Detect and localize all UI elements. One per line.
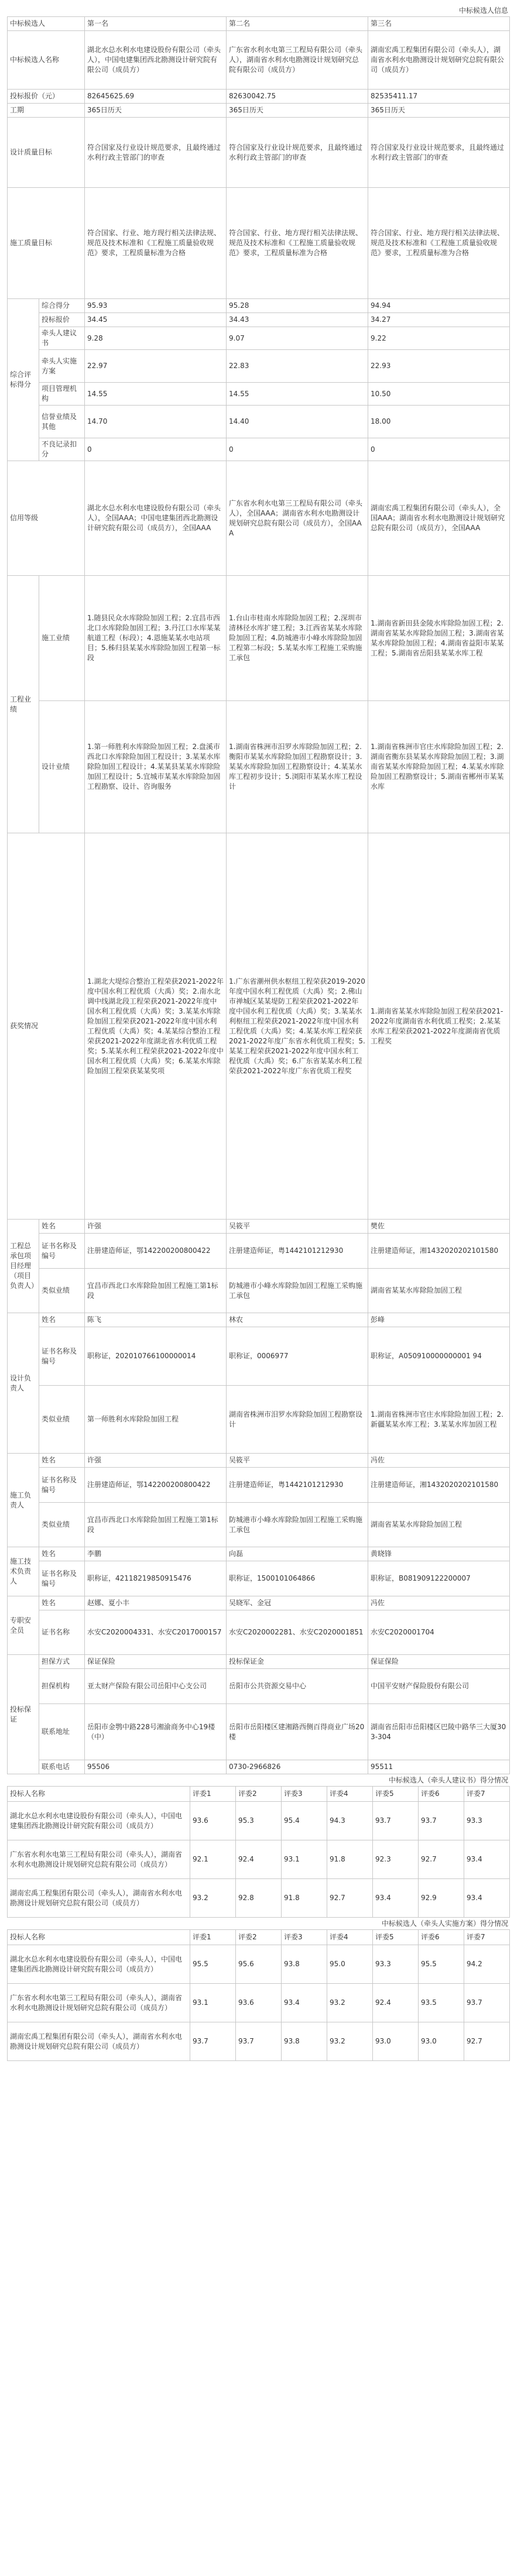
table-cell: 赵娜、夏小丰 [85, 1596, 227, 1610]
table-cell: 职称证，0006977 [227, 1327, 368, 1386]
table-row [8, 1879, 510, 1918]
table-cell: 冯佐 [368, 1596, 510, 1610]
table-cell: 82535411.17 [368, 90, 510, 104]
table-row [8, 1984, 510, 2022]
header-cell: 评委5 [373, 1787, 419, 1802]
table-cell: 14.40 [227, 406, 368, 438]
row-label: 中标候选人名称 [8, 31, 85, 90]
row-label: 联系地址 [39, 1704, 85, 1760]
table-cell: 许强 [85, 1454, 227, 1468]
table-cell: 1.湖南省新田县金陵水库除险加固工程；2.湖南省某某水库除险加固工程；3.湖南省某某水库除险加固工程；4.湖南省益阳市某某工程；5.湖南省岳阳县某某水库工程 [368, 576, 510, 701]
table-cell: 许强 [85, 1220, 227, 1234]
table-cell: 职称证，A050910000000001 94 [368, 1327, 510, 1386]
table-row [8, 1454, 510, 1468]
table-cell: 第一师胜利水库除险加固工程 [85, 1386, 227, 1454]
score-cell: 93.3 [464, 1802, 510, 1840]
row-label: 获奖情况 [8, 833, 85, 1220]
table-cell: 保证保险 [85, 1655, 227, 1669]
table-row [8, 1468, 510, 1503]
table-row [8, 17, 510, 31]
table-cell: 吴筱平 [227, 1220, 368, 1234]
row-label: 牵头人实施方案 [39, 350, 85, 383]
table-row [8, 1269, 510, 1313]
score-cell: 93.2 [327, 1984, 373, 2022]
score-cell: 93.0 [419, 2022, 464, 2061]
score-cell: 95.6 [236, 1945, 282, 1984]
header-cell: 评委7 [464, 1787, 510, 1802]
row-label: 牵头人建议书 [39, 327, 85, 350]
row-label: 联系电话 [39, 1760, 85, 1774]
score-cell: 95.5 [190, 1945, 236, 1984]
header-cell: 评委3 [282, 1787, 327, 1802]
header-cell: 评委1 [190, 1930, 236, 1945]
section-title-candidates: 中标候选人信息 [458, 6, 508, 15]
table-cell: 中国平安财产保险股份有限公司 [368, 1669, 510, 1704]
score-cell: 91.8 [282, 1879, 327, 1918]
table-cell: 82630042.75 [227, 90, 368, 104]
table-cell: 湖南宏禹工程集团有限公司（牵头人），湖南省水利水电勘测设计规划研究总院有限公司（成员方） [368, 31, 510, 90]
header-cell: 评委5 [373, 1930, 419, 1945]
score-cell: 93.2 [327, 2022, 373, 2061]
bidder-name: 湖南宏禹工程集团有限公司（牵头人），湖南省水利水电勘测设计规划研究总院有限公司（成员方） [8, 1879, 190, 1918]
score-cell: 93.0 [373, 2022, 419, 2061]
table-cell: 职称证，B081909122200007 [368, 1561, 510, 1596]
table-cell: 黄晓锋 [368, 1547, 510, 1561]
table-row [8, 461, 510, 576]
table-cell: 9.28 [85, 327, 227, 350]
header-cell: 评委2 [236, 1930, 282, 1945]
table-cell: 0730-2966826 [227, 1760, 368, 1774]
table-row [8, 118, 510, 188]
table-row [8, 1610, 510, 1655]
table-cell: 注册建造师证，湘1432020202101580 [368, 1234, 510, 1269]
table-cell: 0 [85, 438, 227, 461]
header-cell: 评委2 [236, 1787, 282, 1802]
score-cell: 92.3 [373, 1840, 419, 1879]
table-row [8, 833, 510, 1220]
table-row [8, 406, 510, 438]
plan-score-table [7, 1929, 510, 2061]
score-cell: 92.4 [236, 1840, 282, 1879]
score-cell: 93.3 [373, 1945, 419, 1984]
score-cell: 93.8 [282, 2022, 327, 2061]
score-cell: 92.7 [419, 1840, 464, 1879]
row-label: 设计业绩 [39, 701, 85, 833]
table-cell: 9.07 [227, 327, 368, 350]
row-label: 工期 [8, 104, 85, 118]
table-cell: 宜昌市西北口水库除险加固工程施工第1标段 [85, 1269, 227, 1313]
score-cell: 95.4 [282, 1802, 327, 1840]
table-cell: 广东省水利水电第三工程局有限公司（牵头人），全国AAA；湖南省水利水电勘测设计规划研究总院有限公司（成员方），全国AAA [227, 461, 368, 576]
row-label: 担保方式 [39, 1655, 85, 1669]
table-row [8, 1561, 510, 1596]
table-cell: 水安C2020001704 [368, 1610, 510, 1655]
score-cell: 94.3 [327, 1802, 373, 1840]
row-label: 项目管理机构 [39, 383, 85, 406]
table-row [8, 1503, 510, 1547]
table-row [8, 1930, 510, 1945]
table-cell: 湖南省株洲市汨罗水库除险加固工程勘察设计 [227, 1386, 368, 1454]
header-cell: 评委1 [190, 1787, 236, 1802]
table-cell: 向磊 [227, 1547, 368, 1561]
header-cell: 投标人名称 [8, 1930, 190, 1945]
table-cell: 湖南省岳阳市岳阳楼区巴陵中路华三大厦303-304 [368, 1704, 510, 1760]
table-cell: 保证保险 [368, 1655, 510, 1669]
header-cell: 第二名 [227, 17, 368, 31]
score-cell: 92.9 [419, 1879, 464, 1918]
table-cell: 符合国家及行业设计规范要求，且最终通过水利行政主管部门的审查 [85, 118, 227, 188]
header-cell: 评委6 [419, 1787, 464, 1802]
table-cell: 李鹏 [85, 1547, 227, 1561]
table-cell: 符合国家、行业、地方现行相关法律法规、规范及技术标准和《工程施工质量验收规范》要求，工程质量标准为合格 [85, 188, 227, 299]
score-cell: 93.4 [464, 1879, 510, 1918]
table-row [8, 31, 510, 90]
score-cell: 93.6 [236, 1984, 282, 2022]
table-cell: 冯佐 [368, 1454, 510, 1468]
row-label: 姓名 [39, 1454, 85, 1468]
score-cell: 93.4 [464, 1840, 510, 1879]
row-label: 证书名称及编号 [39, 1234, 85, 1269]
table-row [8, 1327, 510, 1386]
group-label: 施工技术负责人 [8, 1547, 39, 1596]
table-cell: 1.湖南省株洲市官庄水库除险加固工程；2.湖南省衡东县某某水库除险加固工程；3.湖南省某某水库除险加固工程；4.某某水库除险加固工程勘察设计；5.湖南省郴州市某某水库 [368, 701, 510, 833]
score-cell: 95.3 [236, 1802, 282, 1840]
score-cell: 93.7 [419, 1802, 464, 1840]
table-cell: 湖南省某某水库除险加固工程 [368, 1503, 510, 1547]
row-label: 设计质量目标 [8, 118, 85, 188]
table-cell: 陈飞 [85, 1313, 227, 1327]
table-cell: 14.55 [227, 383, 368, 406]
score-cell: 93.7 [464, 1984, 510, 2022]
table-cell: 14.70 [85, 406, 227, 438]
score-cell: 93.4 [282, 1984, 327, 2022]
row-label: 信誉业绩及其他 [39, 406, 85, 438]
header-cell: 评委6 [419, 1930, 464, 1945]
table-cell: 彭峰 [368, 1313, 510, 1327]
bidder-name: 湖南宏禹工程集团有限公司（牵头人），湖南省水利水电勘测设计规划研究总院有限公司（成员方） [8, 2022, 190, 2061]
table-row [8, 1386, 510, 1454]
score-cell: 92.4 [373, 1984, 419, 2022]
row-label: 投标报价（元） [8, 90, 85, 104]
table-cell: 34.27 [368, 313, 510, 327]
table-cell: 吴筱平 [227, 1454, 368, 1468]
table-row [8, 383, 510, 406]
row-label: 类似业绩 [39, 1269, 85, 1313]
table-cell: 林农 [227, 1313, 368, 1327]
header-cell: 第三名 [368, 17, 510, 31]
table-cell: 岳阳市岳阳楼区建湘路西侧百得商业广场20楼 [227, 1704, 368, 1760]
table-cell: 1.湖南省株洲市官庄水库除险加固工程；2.新疆某某水库工程；3.某某水库加固工程 [368, 1386, 510, 1454]
table-cell: 365日历天 [368, 104, 510, 118]
row-label: 证书名称及编号 [39, 1327, 85, 1386]
header-cell: 投标人名称 [8, 1787, 190, 1802]
header-cell: 评委7 [464, 1930, 510, 1945]
score-cell: 93.5 [419, 1984, 464, 2022]
score-cell: 93.6 [190, 1802, 236, 1840]
table-cell: 职称证，1500101064866 [227, 1561, 368, 1596]
table-row [8, 1840, 510, 1879]
table-cell: 94.94 [368, 299, 510, 313]
row-label: 证书名称及编号 [39, 1561, 85, 1596]
table-cell: 1.随县民众水库除险加固工程；2.宜昌市西北口水库除险加固工程；3.丹江口水库某某航道工程（标段）；4.恩施某某水电站项目；5.秭归县某某水库除险加固工程第一标段 [85, 576, 227, 701]
table-row [8, 1760, 510, 1774]
header-cell: 中标候选人 [8, 17, 85, 31]
table-cell: 34.43 [227, 313, 368, 327]
proposal-score-table [7, 1786, 510, 1918]
table-cell: 1.广东省潮州供水枢纽工程荣获2019-2020年度中国水利工程优质（大禹）奖；2.佛山市禅城区某某堤防工程荣获2021-2022年度中国水利工程优质（大禹）奖；3.某某水利枢纽工程荣获2021-2022年度中国水利工程优质（大禹）奖；4.某某水库工程荣获2021-2022年度广东省水利优质工程奖；5.某某工程荣获2021-2022年度中国水利工程优质（大禹）奖；6.广东省某某水利工程荣获2021-2022年度广东省优质工程奖 [227, 833, 368, 1220]
row-label: 姓名 [39, 1313, 85, 1327]
table-row [8, 576, 510, 701]
score-cell: 93.7 [236, 2022, 282, 2061]
row-label: 姓名 [39, 1220, 85, 1234]
table-row [8, 1547, 510, 1561]
table-cell: 职称证，42118219850915476 [85, 1561, 227, 1596]
bidder-name: 广东省水利水电第三工程局有限公司（牵头人），湖南省水利水电勘测设计规划研究总院有限公司（成员方） [8, 1984, 190, 2022]
bidder-name: 广东省水利水电第三工程局有限公司（牵头人），湖南省水利水电勘测设计规划研究总院有限公司（成员方） [8, 1840, 190, 1879]
table-cell: 湖南省某某水库除险加固工程 [368, 1269, 510, 1313]
score-cell: 93.8 [282, 1945, 327, 1984]
table-row [8, 1669, 510, 1704]
table-cell: 365日历天 [85, 104, 227, 118]
table-cell: 22.83 [227, 350, 368, 383]
score-cell: 93.1 [190, 1984, 236, 2022]
table-cell: 注册建造师证，粤1442101212930 [227, 1234, 368, 1269]
table-row [8, 1655, 510, 1669]
score-cell: 93.4 [373, 1879, 419, 1918]
row-label: 姓名 [39, 1596, 85, 1610]
group-label: 综合评标得分 [8, 299, 39, 461]
row-label: 证书名称及编号 [39, 1468, 85, 1503]
table-row [8, 1802, 510, 1840]
table-cell: 投标保证金 [227, 1655, 368, 1669]
table-cell: 符合国家、行业、地方现行相关法律法规、规范及技术标准和《工程施工质量验收规范》要求，工程质量标准为合格 [227, 188, 368, 299]
table-cell: 95.28 [227, 299, 368, 313]
header-cell: 评委4 [327, 1787, 373, 1802]
row-label: 不良记录扣分 [39, 438, 85, 461]
table-cell: 22.93 [368, 350, 510, 383]
section-title-proposal-scores: 中标候选人（牵头人建议书）得分情况 [388, 1776, 508, 1784]
bidder-name: 湖北水总水利水电建设股份有限公司（牵头人），中国电建集团西北勘测设计研究院有限公司（成员方） [8, 1802, 190, 1840]
table-cell: 10.50 [368, 383, 510, 406]
table-cell: 14.55 [85, 383, 227, 406]
table-cell: 95506 [85, 1760, 227, 1774]
table-row [8, 701, 510, 833]
table-cell: 水安C2020002281、水安C2020001851 [227, 1610, 368, 1655]
table-cell: 22.97 [85, 350, 227, 383]
table-cell: 365日历天 [227, 104, 368, 118]
table-cell: 湖北水总水利水电建设股份有限公司（牵头人），中国电建集团西北勘测设计研究院有限公司（成员方） [85, 31, 227, 90]
score-cell: 92.1 [190, 1840, 236, 1879]
score-cell: 92.8 [236, 1879, 282, 1918]
header-cell: 第一名 [85, 17, 227, 31]
table-row [8, 313, 510, 327]
table-row [8, 1787, 510, 1802]
row-label: 信用等级 [8, 461, 85, 576]
table-cell: 注册建造师证，粤1442101212930 [227, 1468, 368, 1503]
table-cell: 吴晓军、金冠 [227, 1596, 368, 1610]
table-cell: 湖北水总水利水电建设股份有限公司（牵头人），全国AAA；中国电建集团西北勘测设计研究院有限公司（成员方），全国AAA [85, 461, 227, 576]
table-cell: 0 [368, 438, 510, 461]
table-row [8, 188, 510, 299]
table-cell: 95511 [368, 1760, 510, 1774]
table-cell: 符合国家、行业、地方现行相关法律法规、规范及技术标准和《工程施工质量验收规范》要求，工程质量标准为合格 [368, 188, 510, 299]
score-cell: 95.0 [327, 1945, 373, 1984]
table-cell: 防城港市小峰水库除险加固工程施工采购施工承包 [227, 1269, 368, 1313]
table-cell: 注册建造师证，鄂142200200800422 [85, 1234, 227, 1269]
row-label: 施工业绩 [39, 576, 85, 701]
table-row [8, 1234, 510, 1269]
score-cell: 91.8 [327, 1840, 373, 1879]
row-label: 类似业绩 [39, 1503, 85, 1547]
table-row [8, 299, 510, 313]
table-row [8, 1945, 510, 1984]
table-cell: 水安C2020004331、水安C2017000157 [85, 1610, 227, 1655]
table-cell: 34.45 [85, 313, 227, 327]
table-row [8, 1313, 510, 1327]
table-row [8, 1704, 510, 1760]
bidder-name: 湖北水总水利水电建设股份有限公司（牵头人），中国电建集团西北勘测设计研究院有限公司（成员方） [8, 1945, 190, 1984]
score-cell: 93.1 [282, 1840, 327, 1879]
table-cell: 0 [227, 438, 368, 461]
row-label: 担保机构 [39, 1669, 85, 1704]
header-cell: 评委4 [327, 1930, 373, 1945]
table-row [8, 104, 510, 118]
group-label: 设计负责人 [8, 1313, 39, 1454]
candidate-info-table [7, 16, 510, 1774]
row-label: 投标报价 [39, 313, 85, 327]
section-title-plan-scores: 中标候选人（牵头人实施方案）得分情况 [381, 1919, 508, 1928]
group-label: 专职安全员 [8, 1596, 39, 1655]
table-row [8, 350, 510, 383]
table-cell: 82645625.69 [85, 90, 227, 104]
table-row [8, 90, 510, 104]
group-label: 施工负责人 [8, 1454, 39, 1547]
table-cell: 樊佐 [368, 1220, 510, 1234]
table-cell: 1.湖北大堤综合整治工程荣获2021-2022年度中国水利工程优质（大禹）奖；2.南水北调中线湖北段工程荣获2021-2022年度中国水利工程优质（大禹）奖；3.某某水库除险加固工程荣获2021-2022年度中国水利工程优质（大禹）奖；4.某某综合整治工程荣获2021-2022年度湖北省水利优质工程奖；5.某某水利工程荣获2021-2022年度中国水利工程优质（大禹）奖；6.某某水库除险加固工程荣获某某奖项 [85, 833, 227, 1220]
score-cell: 92.7 [464, 2022, 510, 2061]
table-cell: 18.00 [368, 406, 510, 438]
table-row [8, 438, 510, 461]
row-label: 施工质量目标 [8, 188, 85, 299]
table-cell: 广东省水利水电第三工程局有限公司（牵头人），湖南省水利水电勘测设计规划研究总院有限公司（成员方） [227, 31, 368, 90]
table-cell: 1.湖南省某某水库除险加固工程荣获2021-2022年度湖南省水利优质工程奖；2.某某水库工程荣获2021-2022年度湖南省优质工程奖 [368, 833, 510, 1220]
table-cell: 9.22 [368, 327, 510, 350]
table-cell: 1.第一师胜利水库除险加固工程；2.盘溪市西北口水库除险加固工程设计；3.某某水库除险加固工程设计；4.某某县某某水库除险加固工程设计；5.宜城市某某水库除险加固工程勘察、设计、咨询服务 [85, 701, 227, 833]
score-cell: 94.2 [464, 1945, 510, 1984]
table-cell: 防城港市小峰水库除险加固工程施工采购施工承包 [227, 1503, 368, 1547]
group-label: 工程业绩 [8, 576, 39, 833]
table-cell: 岳阳市公共资源交易中心 [227, 1669, 368, 1704]
table-cell: 岳阳市金鹗中路228号湘渝商务中心19楼（中） [85, 1704, 227, 1760]
table-cell: 符合国家及行业设计规范要求，且最终通过水利行政主管部门的审查 [368, 118, 510, 188]
row-label: 类似业绩 [39, 1386, 85, 1454]
header-cell: 评委3 [282, 1930, 327, 1945]
table-cell: 注册建造师证，湘1432020202101580 [368, 1468, 510, 1503]
score-cell: 92.7 [327, 1879, 373, 1918]
table-cell: 1.湖南省株洲市汨罗水库除险加固工程；2.衡阳市某某水库除险加固工程勘察设计；3.某某水库除险加固工程勘察设计；4.某某水库工程初步设计；5.浏阳市某某水库工程设计 [227, 701, 368, 833]
row-label: 综合得分 [39, 299, 85, 313]
table-cell: 1.台山市桂南水库除险加固工程；2.深圳市清林径水库扩建工程；3.江西省某某水库除险加固工程；4.防城港市小峰水库除险加固工程第二标段；5.某某水库工程施工采购施工承包 [227, 576, 368, 701]
table-cell: 亚太财产保险有限公司岳阳中心支公司 [85, 1669, 227, 1704]
score-cell: 93.2 [190, 1879, 236, 1918]
table-row [8, 1220, 510, 1234]
table-cell: 注册建造师证，鄂142200200800422 [85, 1468, 227, 1503]
table-row [8, 327, 510, 350]
table-row [8, 1596, 510, 1610]
score-cell: 93.7 [373, 1802, 419, 1840]
score-cell: 93.7 [190, 2022, 236, 2061]
table-cell: 95.93 [85, 299, 227, 313]
group-label: 工程总承包项目经理（项目负责人） [8, 1220, 39, 1313]
group-label: 投标保证 [8, 1655, 39, 1774]
table-cell: 湖南宏禹工程集团有限公司（牵头人），全国AAA；湖南省水利水电勘测设计规划研究总院有限公司（成员方），全国AAA [368, 461, 510, 576]
table-cell: 职称证，202010766100000014 [85, 1327, 227, 1386]
row-label: 姓名 [39, 1547, 85, 1561]
row-label: 证书名称 [39, 1610, 85, 1655]
table-cell: 符合国家及行业设计规范要求，且最终通过水利行政主管部门的审查 [227, 118, 368, 188]
table-cell: 宜昌市西北口水库除险加固工程施工第1标段 [85, 1503, 227, 1547]
table-row [8, 2022, 510, 2061]
score-cell: 95.5 [419, 1945, 464, 1984]
